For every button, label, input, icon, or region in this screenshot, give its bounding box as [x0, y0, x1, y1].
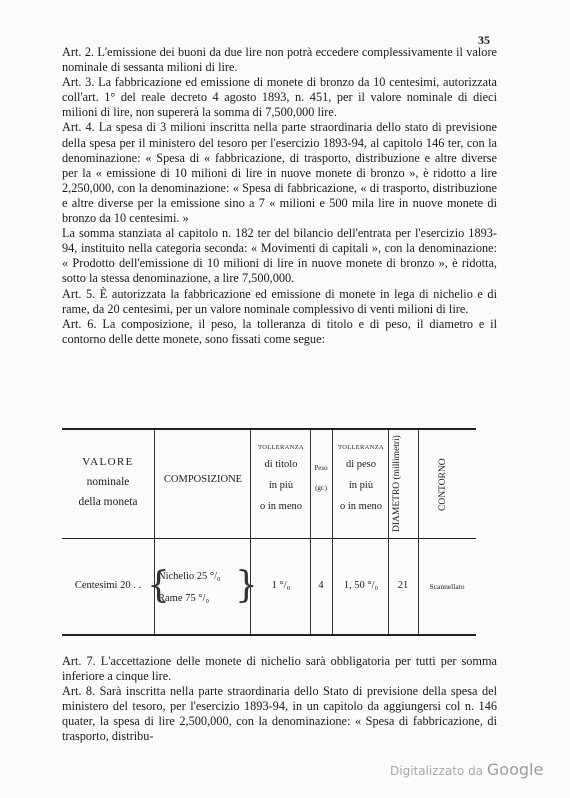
paragraph-art-3: Art. 3. La fabbricazione ed emissione di monete di bronzo da 10 centesimi, autorizzata coll'art. 1° del reale decreto 4 agosto 1893, n. 451, per il valore nominale di dieci milioni di lire, non supererà la somma di 7,500,000 lire.	[62, 75, 497, 120]
header-peso-unit: (gr.)	[315, 484, 327, 492]
header-tolleranza-peso-line2: in più	[348, 480, 374, 491]
cell-valore: Centesimi 20 . .	[74, 580, 142, 591]
cell-composizione-rame: Rame 75 °/₀	[158, 593, 210, 604]
header-valore	[62, 452, 154, 512]
watermark-prefix: Digitalizzato da	[390, 764, 484, 778]
table-top-rule	[62, 428, 476, 430]
header-tolleranza-titolo	[252, 442, 310, 517]
header-tolleranza-peso-line1: di peso	[345, 459, 377, 470]
column-divider	[418, 430, 419, 634]
header-valore-moneta: della moneta	[78, 496, 138, 508]
coin-specification-table	[62, 428, 476, 640]
header-valore-nominale: nominale	[86, 476, 130, 488]
header-valore-title: VALORE	[82, 456, 134, 468]
header-peso	[310, 458, 332, 498]
header-diametro: DIAMETRO (millimetri)	[392, 435, 402, 533]
cell-composizione	[158, 566, 238, 610]
header-tolleranza-titolo-line3: o in meno	[260, 501, 302, 512]
header-tolleranza-peso-title: TOLLERANZA	[338, 444, 384, 451]
table-header-rule	[62, 538, 476, 539]
paragraph-art-5: Art. 5. È autorizzata la fabbricazione ed emissione di monete in lega di nichelio e di rame, da 20 centesimi, per un valore nominale complessivo di venti milioni di lire.	[62, 286, 497, 316]
cell-tolleranza-peso: 1, 50 °/₀	[343, 580, 379, 591]
top-text-block	[62, 45, 497, 347]
header-tolleranza-titolo-title: TOLLERANZA	[258, 444, 304, 451]
right-brace-icon: }	[235, 565, 258, 606]
paragraph-art-7: Art. 7. L'accettazione delle monete di nichelio sarà obbligatoria per tutti per somma inferiore a cinque lire.	[62, 654, 497, 684]
cell-contorno: Scannellato	[429, 582, 465, 591]
header-tolleranza-titolo-line2: in più	[268, 480, 294, 491]
cell-tolleranza-titolo: 1 °/₀	[271, 580, 291, 591]
paragraph-somma-stanziata: La somma stanziata al capitolo n. 182 ter del bilancio dell'entrata per l'esercizio 1893-94, instituito nella categoria seconda: « Movimenti di capitali », con la denominazione: « Prodotto dell'emissione di 10 milioni di lire in nuove monete di bronzo », è ridotta, sotto la stessa denominazione, a lire 7,500,000.	[62, 226, 497, 286]
cell-diametro: 21	[397, 580, 409, 591]
paragraph-art-4: Art. 4. La spesa di 3 milioni inscritta nella parte straordinaria dello stato di previsione della spesa per il ministero del tesoro per l'esercizio 1893-94, al capitolo 146 ter, con la denominazione: « Spesa di « fabbricazione, di trasporto, distribuzione e altre diverse per la « emissione di 10 milioni di lire in nuove monete di bronzo », è ridotto a lire 2,250,000, con la denominazione: « Spesa di fabbricazione, « di trasporto, distribuzione e altre diverse per la emissione sino a 7 « milioni e 500 mila lire in nuove monete di bronzo da 10 centesimi. »	[62, 120, 497, 226]
bottom-text-block	[62, 654, 497, 745]
paragraph-art-6: Art. 6. La composizione, il peso, la tolleranza di titolo e di peso, il diametro e il contorno delle dette monete, sono fissati come segue:	[62, 316, 497, 346]
column-divider	[332, 430, 333, 634]
header-tolleranza-peso	[334, 442, 388, 517]
page-number: 35	[478, 33, 490, 47]
left-brace-icon: {	[147, 565, 170, 606]
table-bottom-rule	[62, 634, 476, 636]
header-tolleranza-titolo-line1: di titolo	[264, 459, 298, 470]
header-peso-label: Peso	[314, 464, 328, 472]
cell-composizione-nichelio: Nichelio 25 °/₀	[158, 571, 221, 582]
header-tolleranza-peso-line3: o in meno	[340, 501, 382, 512]
watermark-brand: Google	[486, 760, 544, 779]
paragraph-art-8: Art. 8. Sarà inscritta nella parte straordinaria dello Stato di previsione della spesa del ministero del tesoro, per l'esercizio 1893-94, in un capitolo da aggiungersi col n. 146 quater, la spesa di lire 2,500,000, con la denominazione: « Spesa di fabbricazione, di trasporto, distribu-	[62, 684, 497, 744]
header-composizione: COMPOSIZIONE	[163, 474, 243, 485]
digitization-watermark	[390, 760, 543, 779]
cell-peso: 4	[318, 580, 324, 591]
column-divider	[388, 430, 389, 634]
header-contorno: CONTORNO	[438, 458, 448, 512]
paragraph-art-2: Art. 2. L'emissione dei buoni da due lire non potrà eccedere complessivamente il valore nominale di sessanta milioni di lire.	[62, 45, 497, 75]
